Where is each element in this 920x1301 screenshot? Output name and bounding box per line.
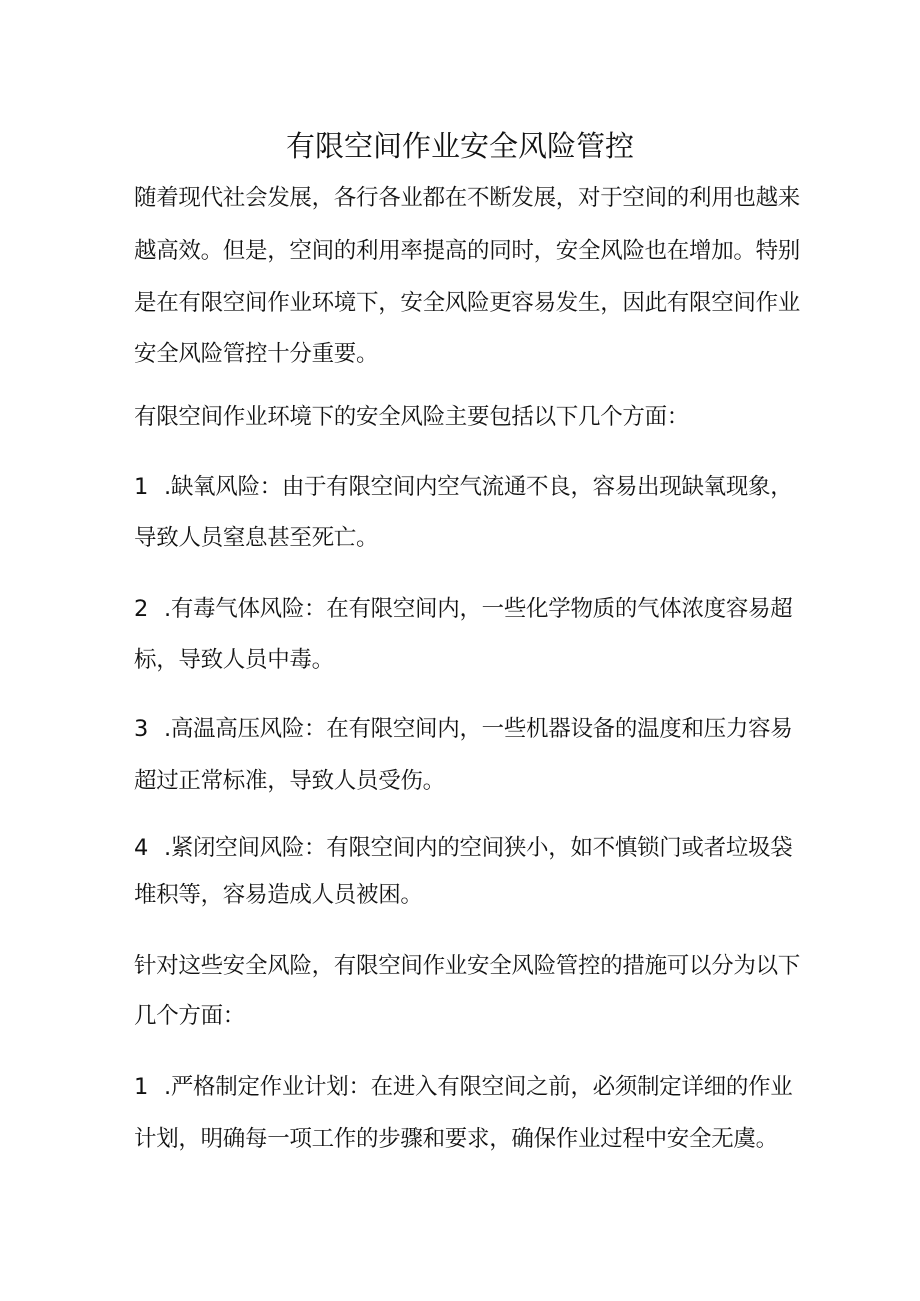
- measure-item-number: 1: [134, 1074, 149, 1100]
- risk-item-text: .缺氧风险：由于有限空间内空气流通不良，容易出现缺氧现象，: [164, 474, 793, 500]
- risk-item-line: [134, 714, 792, 744]
- intro-line: 随着现代社会发展，各行各业都在不断发展，对于空间的利用也越来: [134, 185, 801, 211]
- measure-item-line: 计划，明确每一项工作的步骤和要求，确保作业过程中安全无虞。: [134, 1126, 778, 1152]
- measure-item-line: [134, 1072, 792, 1102]
- risk-item-number: 4: [134, 835, 149, 861]
- risk-heading: 有限空间作业环境下的安全风险主要包括以下几个方面：: [134, 404, 690, 430]
- risk-item-line: [134, 594, 792, 624]
- risk-item-line: 标，导致人员中毒。: [134, 647, 334, 673]
- risk-item-text: .紧闭空间风险：有限空间内的空间狭小，如不慎锁门或者垃圾袋: [164, 835, 793, 861]
- risk-item-text: .高温高压风险：在有限空间内，一些机器设备的温度和压力容易: [164, 716, 793, 742]
- risk-item-number: 1: [134, 474, 149, 500]
- risk-item-line: [134, 472, 792, 502]
- measure-item-text: .严格制定作业计划：在进入有限空间之前，必须制定详细的作业: [164, 1074, 793, 1100]
- intro-line: 安全风险管控十分重要。: [134, 341, 379, 367]
- risk-item-line: 堆积等，容易造成人员被困。: [134, 882, 423, 908]
- measures-heading-line: 针对这些安全风险，有限空间作业安全风险管控的措施可以分为以下: [134, 953, 801, 979]
- risk-item-number: 3: [134, 716, 149, 742]
- risk-item-line: 导致人员窒息甚至死亡。: [134, 525, 379, 551]
- intro-line: 越高效。但是，空间的利用率提高的同时，安全风险也在增加。特别: [134, 238, 801, 264]
- document-title: 有限空间作业安全风险管控: [285, 129, 634, 163]
- risk-item-line: 超过正常标准，导致人员受伤。: [134, 768, 445, 794]
- risk-item-text: .有毒气体风险：在有限空间内，一些化学物质的气体浓度容易超: [164, 596, 793, 622]
- intro-line: 是在有限空间作业环境下，安全风险更容易发生，因此有限空间作业: [134, 290, 801, 316]
- risk-item-line: [134, 833, 792, 863]
- measures-heading-line: 几个方面：: [134, 1003, 246, 1029]
- risk-item-number: 2: [134, 596, 149, 622]
